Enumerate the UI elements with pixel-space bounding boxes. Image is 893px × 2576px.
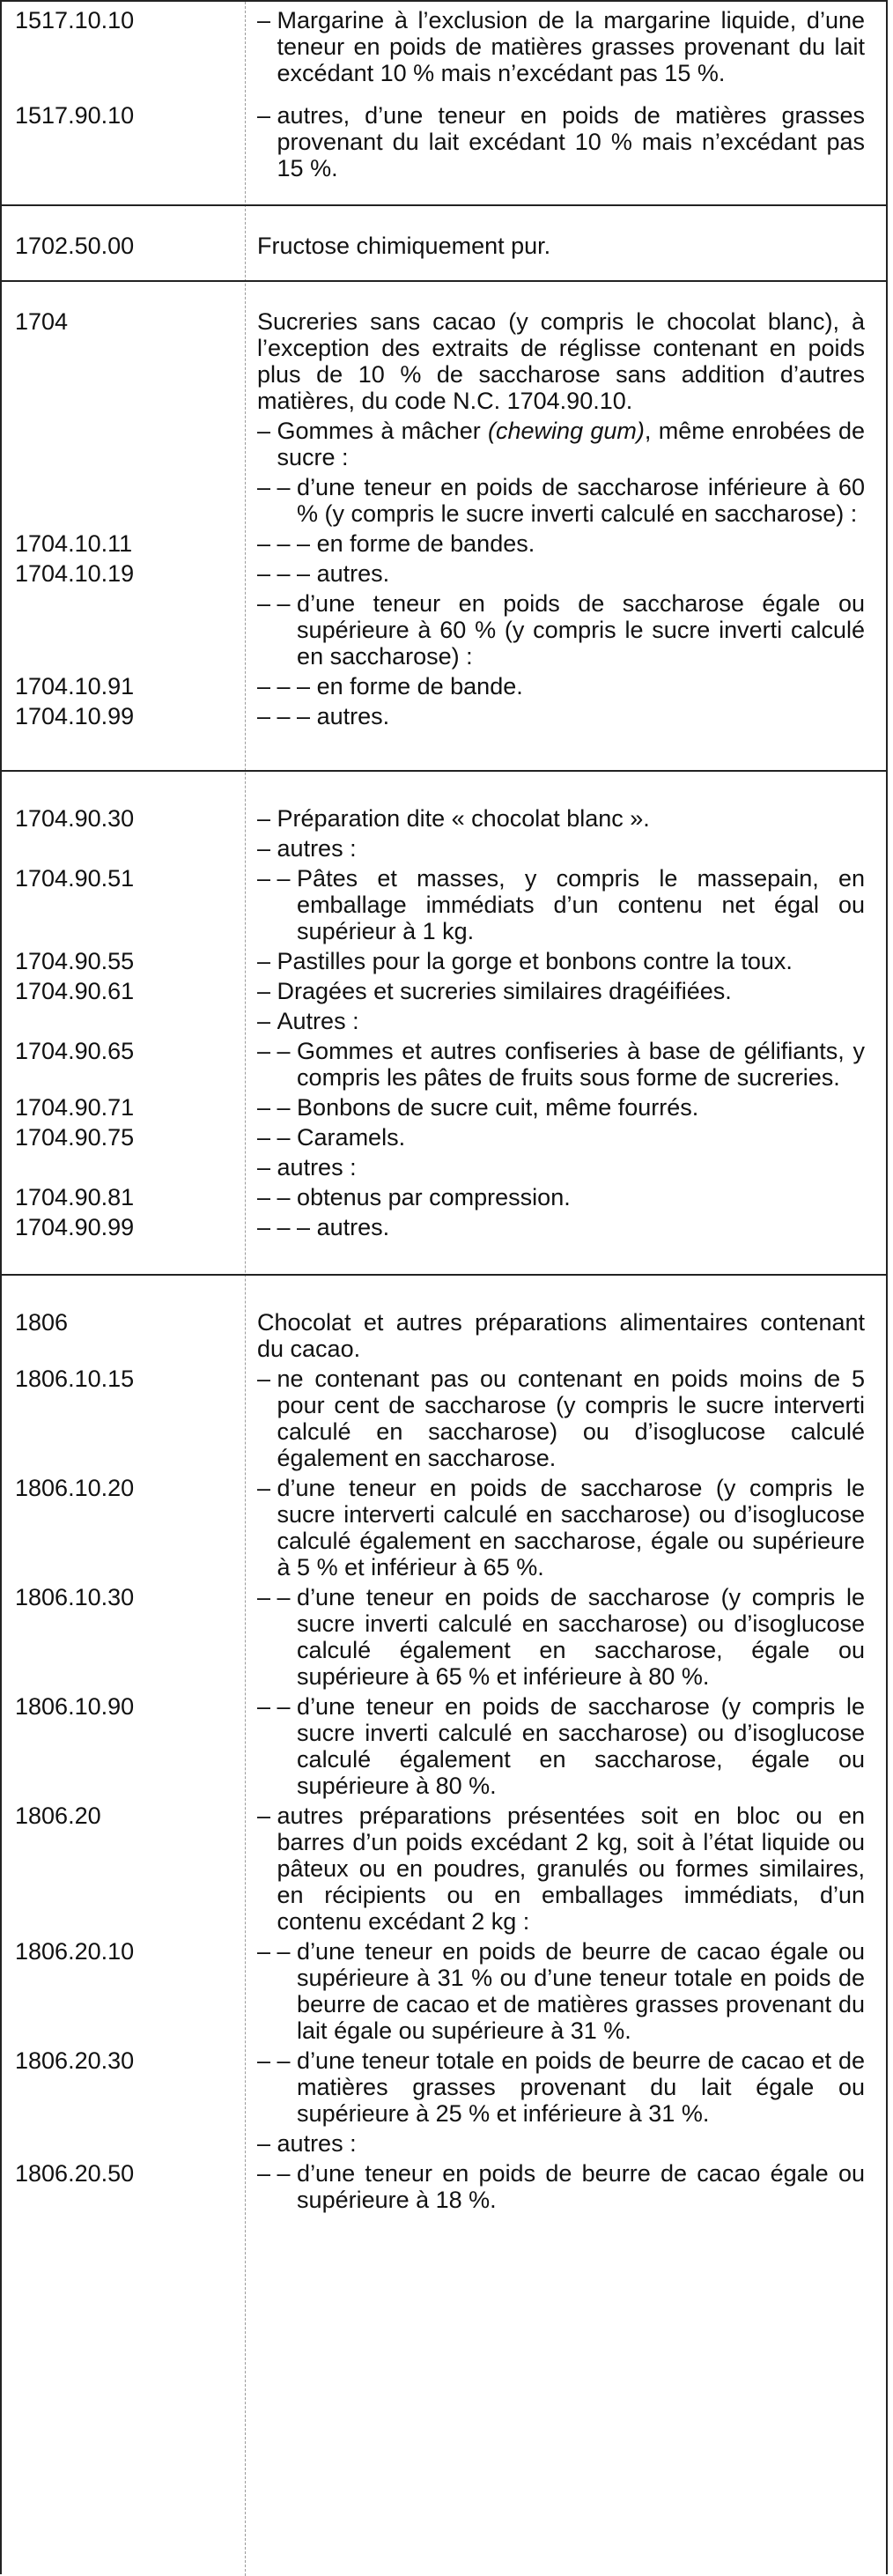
table-row [2,418,886,470]
description-text: autres. [316,560,390,587]
tariff-description [245,703,879,729]
tariff-description [245,474,879,527]
tariff-description [245,1584,879,1690]
indent-dashes: – – [257,1584,298,1610]
description-text: autres : [277,835,357,862]
tariff-code [2,474,245,527]
table-row [2,474,886,527]
tariff-description [245,673,879,700]
tariff-code: 1806.20.50 [15,2160,135,2187]
table-row [2,978,886,1004]
tariff-description [245,948,879,974]
description-text: autres. [316,1214,390,1240]
description-text: d’une teneur en poids de saccharose inférieure à 60 % (y compris le sucre inverti calculé en saccharose) : [297,474,865,527]
indent-dashes: – – [257,2047,298,2074]
description-text: d’une teneur en poids de saccharose (y compris le sucre inverti calculé en saccharose) ou d’isoglucose calculé également en saccharose, égale ou supérieure à 65 % et inférieure à 80 %. [297,1584,865,1690]
tariff-code: 1806.20.30 [15,2047,135,2074]
tariff-code: 1704.90.51 [15,865,135,892]
tariff-description [245,1366,879,1471]
table-row [2,1184,886,1210]
table-row [2,308,886,414]
indent-dashes: – [257,1154,277,1181]
indent-dashes: – [257,948,277,974]
tariff-description [245,1038,879,1091]
tariff-code: 1704.90.55 [15,948,135,974]
description-text: ne contenant pas ou contenant en poids moins de 5 pour cent de saccharose (y compris le sucre interverti calculé en saccharose) ou d’isoglucose calculé également en saccharose. [277,1366,865,1471]
table-row [2,560,886,587]
indent-dashes: – – [257,1038,298,1064]
description-text: obtenus par compression. [297,1184,571,1210]
table-row [2,1475,886,1580]
description-text: autres préparations présentées soit en bloc ou en barres d’un poids excédant 2 kg, soit à l’état liquide ou pâteux ou en poudres, granulés ou formes similaires, en récipients ou en emballages immédiats, d’un contenu excédant 2 kg : [277,1802,865,1935]
tariff-description [245,1094,879,1121]
tariff-description [245,560,879,587]
description-text: Bonbons de sucre cuit, même fourrés. [297,1094,699,1121]
table-row [2,1802,886,1935]
indent-dashes: – – [257,865,298,892]
tariff-code: 1704.90.81 [15,1184,135,1210]
tariff-description [245,308,879,414]
tariff-description [245,805,879,832]
tariff-description [245,2047,879,2127]
table-section [2,206,886,282]
tariff-code: 1704.90.65 [15,1038,135,1064]
indent-dashes: – – [257,1094,298,1121]
indent-dashes: – – [257,1184,298,1210]
table-row [2,865,886,944]
indent-dashes: – [257,835,277,862]
description-text: Pastilles pour la gorge et bonbons contre la toux. [277,948,793,974]
table-row [2,1309,886,1362]
tariff-description [245,590,879,670]
description-text: autres, d’une teneur en poids de matières grasses provenant du lait excédant 10 % mais n’excédant pas 15 %. [277,102,865,181]
tariff-description [245,978,879,1004]
tariff-code [2,1008,245,1034]
tariff-code: 1806.20.10 [15,1938,135,1965]
tariff-code: 1704.90.99 [15,1214,135,1240]
indent-dashes: – – – [257,530,317,557]
tariff-description [245,102,879,181]
tariff-description [245,2130,879,2157]
description-text: Fructose chimiquement pur. [257,233,551,259]
indent-dashes: – – [257,2160,298,2187]
description-text: en forme de bande. [316,673,523,700]
table-row [2,1154,886,1181]
table-row [2,102,886,181]
tariff-code: 1704.90.30 [15,805,135,832]
indent-dashes: – [257,805,277,832]
table-section [2,2,886,206]
description-text: autres : [277,1154,357,1181]
tariff-description [245,1008,879,1034]
indent-dashes: – – [257,1938,298,1965]
indent-dashes: – – [257,1124,298,1151]
table-section [2,282,886,772]
description-text: en forme de bandes. [316,530,535,557]
tariff-description [245,1124,879,1151]
tariff-description [245,1184,879,1210]
table-row [2,2047,886,2127]
tariff-code: 1704.90.61 [15,978,135,1004]
table-row [2,1938,886,2044]
indent-dashes: – [257,7,277,33]
description-text: Pâtes et masses, y compris le massepain, en emballage immédiats d’un contenu net égal ou supérieur à 1 kg. [297,865,865,944]
tariff-description [245,1693,879,1799]
table-row [2,530,886,557]
indent-dashes: – – [257,1693,298,1720]
description-text: Chocolat et autres préparations alimentaires contenant du cacao. [257,1309,865,1362]
tariff-description [245,1475,879,1580]
indent-dashes: – [257,1008,277,1034]
table-body [2,2,886,2222]
tariff-code [2,418,245,470]
tariff-description [245,1802,879,1935]
tariff-description [245,7,879,86]
tariff-description [245,1154,879,1181]
description-text: Autres : [277,1008,359,1034]
tariff-code: 1806.10.30 [15,1584,135,1610]
tariff-description [245,1309,879,1362]
indent-dashes: – – [257,590,298,617]
indent-dashes: – [257,1475,277,1501]
tariff-code: 1704.90.75 [15,1124,135,1151]
table-row [2,1038,886,1091]
description-text: Dragées et sucreries similaires dragéifiées. [277,978,732,1004]
table-row [2,1008,886,1034]
tariff-code: 1806.10.90 [15,1693,135,1720]
table-row [2,2160,886,2213]
tariff-code: 1806.20 [15,1802,101,1829]
description-text: d’une teneur en poids de beurre de cacao égale ou supérieure à 18 %. [297,2160,865,2213]
table-row [2,590,886,670]
table-section [2,1276,886,2222]
table-row [2,835,886,862]
tariff-code: 1517.90.10 [15,102,135,129]
tariff-description [245,865,879,944]
tariff-code: 1704.10.99 [15,703,135,729]
tariff-code: 1704.10.91 [15,673,135,700]
indent-dashes: – – – [257,560,317,587]
table-row [2,1124,886,1151]
description-text: d’une teneur en poids de saccharose (y compris le sucre inverti calculé en saccharose) ou d’isoglucose calculé également en saccharose, égale ou supérieure à 80 %. [297,1693,865,1799]
table-row [2,1094,886,1121]
table-section [2,772,886,1276]
description-text: Gommes et autres confiseries à base de gélifiants, y compris les pâtes de fruits sous forme de sucreries. [297,1038,865,1091]
tariff-code [2,590,245,670]
indent-dashes: – [257,2130,277,2157]
indent-dashes: – [257,1802,277,1829]
tariff-code: 1806 [15,1309,69,1336]
table-row [2,1214,886,1240]
tariff-description [245,418,879,470]
description-text: Margarine à l’exclusion de la margarine liquide, d’une teneur en poids de matières grasses provenant du lait excédant 10 % mais n’excédant pas 15 %. [277,7,865,86]
tariff-description [245,835,879,862]
table-row [2,7,886,86]
description-text: Gommes à mâcher (chewing gum), même enrobées de sucre : [277,418,865,470]
table-row [2,948,886,974]
tariff-description [245,233,879,259]
indent-dashes: – [257,978,277,1004]
tariff-code [2,1154,245,1181]
table-row [2,805,886,832]
table-row [2,1584,886,1690]
indent-dashes: – [257,1366,277,1392]
tariff-code: 1702.50.00 [15,233,135,259]
description-text: d’une teneur totale en poids de beurre de cacao et de matières grasses provenant du lait égale ou supérieure à 25 % et inférieure à 31 %. [297,2047,865,2127]
indent-dashes: – – – [257,673,317,700]
tariff-description [245,530,879,557]
description-text: d’une teneur en poids de beurre de cacao égale ou supérieure à 31 % ou d’une teneur totale en poids de beurre de cacao et de matières grasses provenant du lait égale ou supérieure à 31 %. [297,1938,865,2044]
tariff-code: 1806.10.20 [15,1475,135,1501]
table-row [2,2130,886,2157]
tariff-description [245,2160,879,2213]
table-row [2,233,886,259]
table-row [2,1366,886,1471]
description-text: d’une teneur en poids de saccharose égale ou supérieure à 60 % (y compris le sucre inverti calculé en saccharose) : [297,590,865,670]
tariff-code: 1704 [15,308,69,335]
description-text: Sucreries sans cacao (y compris le chocolat blanc), à l’exception des extraits de réglisse contenant en poids plus de 10 % de saccharose sans addition d’autres matières, du code N.C. 1704.90.10. [257,308,865,414]
indent-dashes: – – – [257,1214,317,1240]
tariff-code: 1704.10.19 [15,560,135,587]
table-row [2,1693,886,1799]
tariff-code [2,835,245,862]
tariff-description [245,1938,879,2044]
description-text: autres. [316,703,390,729]
indent-dashes: – [257,418,277,444]
tariff-code: 1704.10.11 [15,530,133,557]
description-text: d’une teneur en poids de saccharose (y compris le sucre interverti calculé en saccharose) ou d’isoglucose calculé également en saccharose, égale ou supérieure à 5 % et inférieur à 65 %. [277,1475,865,1580]
tariff-description [245,1214,879,1240]
description-text: Préparation dite « chocolat blanc ». [277,805,650,832]
description-text: autres : [277,2130,357,2157]
table-row [2,703,886,729]
indent-dashes: – – – [257,703,317,729]
table-row [2,673,886,700]
description-text: Caramels. [297,1124,406,1151]
tariff-code: 1806.10.15 [15,1366,135,1392]
tariff-code: 1517.10.10 [15,7,135,33]
indent-dashes: – [257,102,277,129]
indent-dashes: – – [257,474,298,500]
tariff-code: 1704.90.71 [15,1094,135,1121]
tariff-code [2,2130,245,2157]
